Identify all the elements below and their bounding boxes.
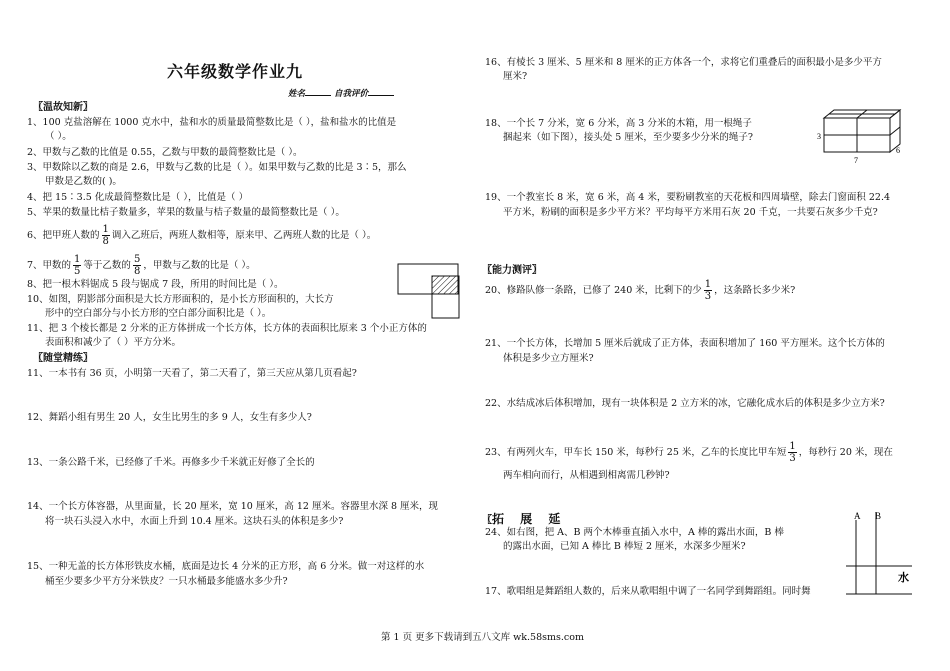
extend-bracket: 〖 xyxy=(482,515,492,526)
section-ability-heading: 〖能力测评〗 xyxy=(482,265,542,276)
question-19-line-2: 平方米，粉刷的面积是多少平方米？平均每平方米用石灰 20 千克，一共要石灰多少千克? xyxy=(503,207,878,218)
question-6-text-b: 调入乙班后，两班人数相等，原来甲、乙两班人数的比是（ ）。 xyxy=(111,230,377,241)
fraction-1-3-b: $\frac{1}{3}$ xyxy=(789,441,796,464)
question-11-line-2: 表面积和减少了（ ）平方分米。 xyxy=(45,337,182,348)
box-height-label: 3 xyxy=(817,132,821,141)
shaded-overlap xyxy=(432,276,458,294)
question-6 xyxy=(27,224,376,247)
question-6-text-a: 6、把甲班人数的 xyxy=(27,230,100,241)
question-8: 8、把一根木料锯成 5 段与锯成 7 段，所用的时间比是（ ）。 xyxy=(27,279,284,290)
extend-title: 拓 展 延 xyxy=(492,512,567,526)
question-7-text-a: 7、甲数的 xyxy=(27,260,72,271)
eval-label: 自我评价 xyxy=(333,89,368,99)
question-3-line-2: 甲数是乙数的( )。 xyxy=(45,176,122,187)
question-10-line-1: 10、如图，阴影部分面积是大长方形面积的，是小长方形面积的，大长方 xyxy=(27,294,334,305)
question-22: 22、水结成冰后体积增加，现有一块体积是 2 立方米的冰，它融化成水后的体积是多少立方米? xyxy=(485,398,885,409)
question-20-text-a: 20、修路队修一条路，已修了 240 米，比剩下的少 xyxy=(485,285,702,296)
question-16-line-1: 16、有棱长 3 厘米、5 厘米和 8 厘米的正方体各一个，求将它们重叠后的面积最小是多少平方 xyxy=(485,57,882,68)
question-18-line-1: 18、一个长 7 分米，宽 6 分米，高 3 分米的木箱，用一根绳子 xyxy=(485,118,752,129)
question-7 xyxy=(27,254,256,277)
question-21-line-1: 21、一个长方体，长增加 5 厘米后就成了正方体，表面积增加了 160 平方厘米。这个长方体的 xyxy=(485,338,885,349)
question-24-line-1: 24、如右图，把 A、B 两个木棒垂直插入水中，A 棒的露出水面，B 棒 xyxy=(485,527,784,538)
question-18-line-2: 捆起来（如下图），接头处 5 厘米，至少要多少分米的绳子? xyxy=(503,132,753,143)
practice-12: 12、舞蹈小组有男生 20 人，女生比男生的多 9 人，女生有多少人? xyxy=(27,412,312,423)
box-length-label: 7 xyxy=(854,156,858,165)
rectangles-figure xyxy=(396,262,466,322)
section-practice-heading: 〖随堂精练〗 xyxy=(33,353,93,364)
question-1-line-2: （ ）。 xyxy=(45,131,72,142)
question-3-line-1: 3、甲数除以乙数的商是 2.6，甲数与乙数的比是（ ）。如果甲数与乙数的比是 3∶5，那么 xyxy=(27,162,407,173)
practice-14-line-2: 将一块石头浸入水中，水面上升到 10.4 厘米。这块石头的体积是多少? xyxy=(45,516,344,527)
question-23-text-b: ，每秒行 20 米，现在 xyxy=(798,447,893,458)
question-10-line-2: 形中的空白部分与小长方形的空白部分面积比是（ ）。 xyxy=(45,308,272,319)
question-5: 5、苹果的数量比桔子数量多，苹果的数量与桔子数量的最简整数比是（ ）。 xyxy=(27,207,345,218)
wooden-box-figure xyxy=(816,108,908,168)
rod-b-label: B xyxy=(875,511,882,521)
page-title: 六年级数学作业九 xyxy=(167,62,304,81)
practice-11: 11、一本书有 36 页，小明第一天看了，第二天看了，第三天应从第几页看起? xyxy=(27,368,357,379)
page-footer: 第 1 页 更多下载请到五八文库 wk.58sms.com xyxy=(381,632,584,643)
fraction-1-3-a: $\frac{1}{3}$ xyxy=(704,279,712,302)
name-label: 姓名 xyxy=(288,89,306,99)
question-17: 17、歌唱组是舞蹈组人数的，后来从歌唱组中调了一名同学到舞蹈组。同时舞 xyxy=(485,586,811,597)
box-width-label: 6 xyxy=(896,146,900,155)
question-24-line-2: 的露出水面，已知 A 棒比 B 棒短 2 厘米，水深多少厘米? xyxy=(503,541,746,552)
practice-15-line-2: 桶至少要多少平方分米铁皮？一只水桶最多能盛水多少升? xyxy=(45,576,288,587)
question-21-line-2: 体积是多少立方厘米? xyxy=(503,353,594,364)
water-label: 水 xyxy=(898,571,909,584)
question-7-text-c: ，甲数与乙数的比是（ ）。 xyxy=(143,260,256,271)
question-4: 4、把 15∶3.5 化成最简整数比是（ ），比值是（ ） xyxy=(27,192,249,203)
section-review-heading: 〖温故知新〗 xyxy=(33,102,93,113)
practice-15-line-1: 15、一种无盖的长方体形铁皮水桶，底面是边长 4 分米的正方形，高 6 分米。做一对这样的水 xyxy=(27,561,425,572)
question-16-line-2: 厘米? xyxy=(503,71,528,82)
question-20 xyxy=(485,279,795,302)
question-19-line-1: 19、一个教室长 8 米，宽 6 米，高 4 米，要粉刷教室的天花板和四周墙壁，除去门窗面积 22.4 xyxy=(485,192,891,203)
practice-14-line-1: 14、一个长方体容器，从里面量，长 20 厘米，宽 10 厘米，高 12 厘米。容器里水深 8 厘米，现 xyxy=(27,501,439,512)
practice-13: 13、一条公路千米，已经修了千米。再修多少千米就正好修了全长的 xyxy=(27,457,315,468)
fraction-1-5: $\frac{1}{5}$ xyxy=(74,254,81,277)
question-2: 2、甲数与乙数的比值是 0.55，乙数与甲数的最简整数比是（ ）。 xyxy=(27,147,303,158)
fraction-5-8: $\frac{5}{8}$ xyxy=(133,254,141,277)
rods-water-figure xyxy=(846,508,916,598)
question-23-line-1 xyxy=(485,441,893,464)
question-23-line-2: 两车相向而行，从相遇到相离需几秒钟? xyxy=(503,470,670,481)
fraction-1-8: $\frac{1}{8}$ xyxy=(102,224,109,247)
section-extend-heading xyxy=(482,513,566,527)
question-7-text-b: 等于乙数的 xyxy=(83,260,131,271)
question-1-line-1: 1、100 克盐溶解在 1000 克水中，盐和水的质量最简整数比是（ ），盐和盐水的比值是 xyxy=(27,117,397,128)
student-info-line xyxy=(288,88,394,101)
question-20-text-b: ，这条路长多少米? xyxy=(714,285,796,296)
question-23-text-a: 23、有两列火车，甲车长 150 米，每秒行 25 米，乙车的长度比甲车短 xyxy=(485,447,787,458)
question-11-line-1: 11、把 3 个棱长都是 2 分米的正方体拼成一个长方体，长方体的表面积比原来 3 个小正方体的 xyxy=(27,323,427,334)
rod-a-label: A xyxy=(854,511,861,521)
